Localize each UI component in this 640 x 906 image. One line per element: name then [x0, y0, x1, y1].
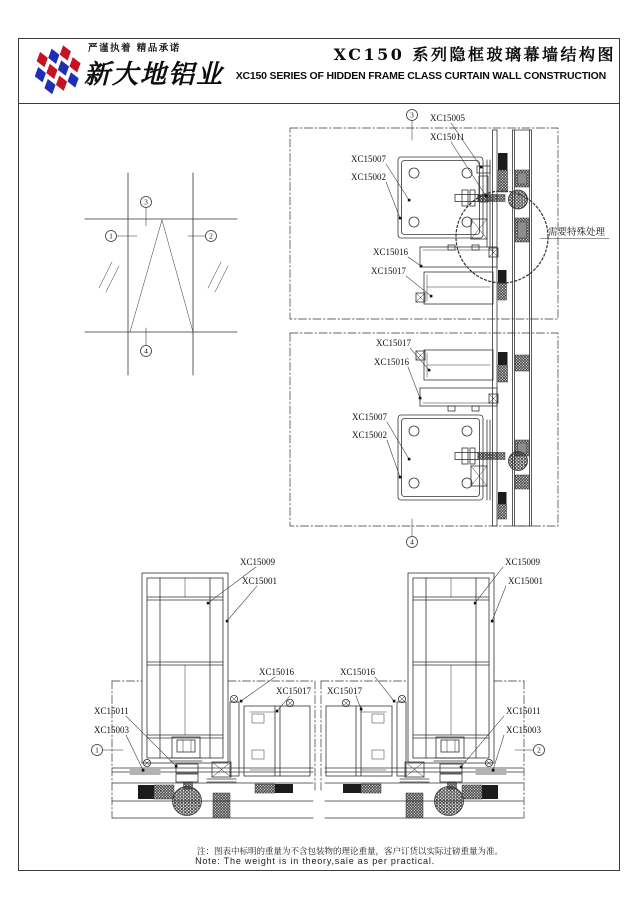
backer-rod-bottom-right — [435, 787, 464, 816]
screw-circle-marker — [398, 695, 405, 702]
screw-circle-marker — [230, 695, 237, 702]
part-label-xc15016: XC15016 — [374, 357, 410, 367]
glass-hatch-right — [208, 262, 228, 292]
special-treatment-note: 需要特殊处理 — [548, 227, 606, 238]
part-label-xc15017: XC15017 — [327, 686, 363, 696]
part-label-xc15009: XC15009 — [240, 557, 276, 567]
screw-circle-marker — [286, 699, 293, 706]
part-label-xc15002: XC15002 — [352, 430, 388, 440]
glass-hatch-left — [99, 262, 119, 292]
backer-rod-mid — [509, 452, 528, 471]
part-label-xc15007: XC15007 — [352, 412, 388, 422]
pressure-plate-x-bracket — [471, 466, 487, 486]
part-label-xc15003: XC15003 — [94, 725, 130, 735]
elevation-marker-1-label: 1 — [109, 231, 113, 241]
footer-note-cn: 注：图表中标明的重量为不含包装物的理论重量，客户订货以实际过磅重量为准。 — [196, 847, 503, 857]
part-label-xc15001: XC15001 — [508, 576, 544, 586]
backer-rod-top — [509, 190, 528, 209]
part-label-xc15017: XC15017 — [276, 686, 312, 696]
elevation-marker-4-label: 4 — [144, 346, 148, 356]
part-label-xc15001: XC15001 — [242, 576, 278, 586]
part-label-xc15016: XC15016 — [259, 667, 295, 677]
detail-section-1 — [92, 557, 316, 818]
drawing-title-en: XC150 SERIES OF HIDDEN FRAME CLASS CURTAIN WALL CONSTRUCTION — [235, 70, 606, 82]
drawing-title-cn: XC150 系列隐框玻璃幕墙结构图 — [333, 45, 616, 64]
part-label-xc15003: XC15003 — [506, 725, 542, 735]
part-label-xc15011: XC15011 — [94, 706, 129, 716]
curtain-wall-glass-stack — [493, 130, 532, 526]
elevation-diagram — [85, 173, 237, 375]
pressure-plate-x-bracket — [471, 219, 487, 239]
backer-rod-bottom-left — [173, 787, 202, 816]
part-label-xc15011: XC15011 — [506, 706, 541, 716]
part-label-xc15007: XC15007 — [351, 154, 387, 164]
screw-circle-marker — [342, 699, 349, 706]
part-label-xc15017: XC15017 — [371, 266, 407, 276]
section-marker-2-label: 2 — [537, 745, 541, 755]
section-marker-3-label: 3 — [410, 110, 414, 120]
detail-section-2 — [321, 557, 545, 818]
x-cross-gasket — [212, 762, 231, 777]
opening-direction-lines — [130, 220, 193, 332]
part-label-xc15009: XC15009 — [505, 557, 541, 567]
part-label-xc15011: XC15011 — [430, 132, 465, 142]
part-label-xc15016: XC15016 — [340, 667, 376, 677]
revision-cloud — [456, 191, 548, 283]
x-cross-gasket — [405, 762, 424, 777]
part-label-xc15017: XC15017 — [376, 338, 412, 348]
section-marker-1-label: 1 — [95, 745, 99, 755]
footer-note-en: Note: The weight is in theory,sale as per practical. — [195, 856, 435, 866]
part-label-xc15002: XC15002 — [351, 172, 387, 182]
part-label-xc15005: XC15005 — [430, 113, 466, 123]
part-label-xc15016: XC15016 — [373, 247, 409, 257]
detail-section-3 — [290, 110, 609, 320]
section-marker-4-label: 4 — [410, 537, 414, 547]
company-slogan: 严谨执着 精品承诺 — [88, 43, 181, 54]
elevation-marker-3-label: 3 — [144, 197, 148, 207]
elevation-marker-2-label: 2 — [209, 231, 213, 241]
company-name: 新大地铝业 — [84, 60, 225, 90]
